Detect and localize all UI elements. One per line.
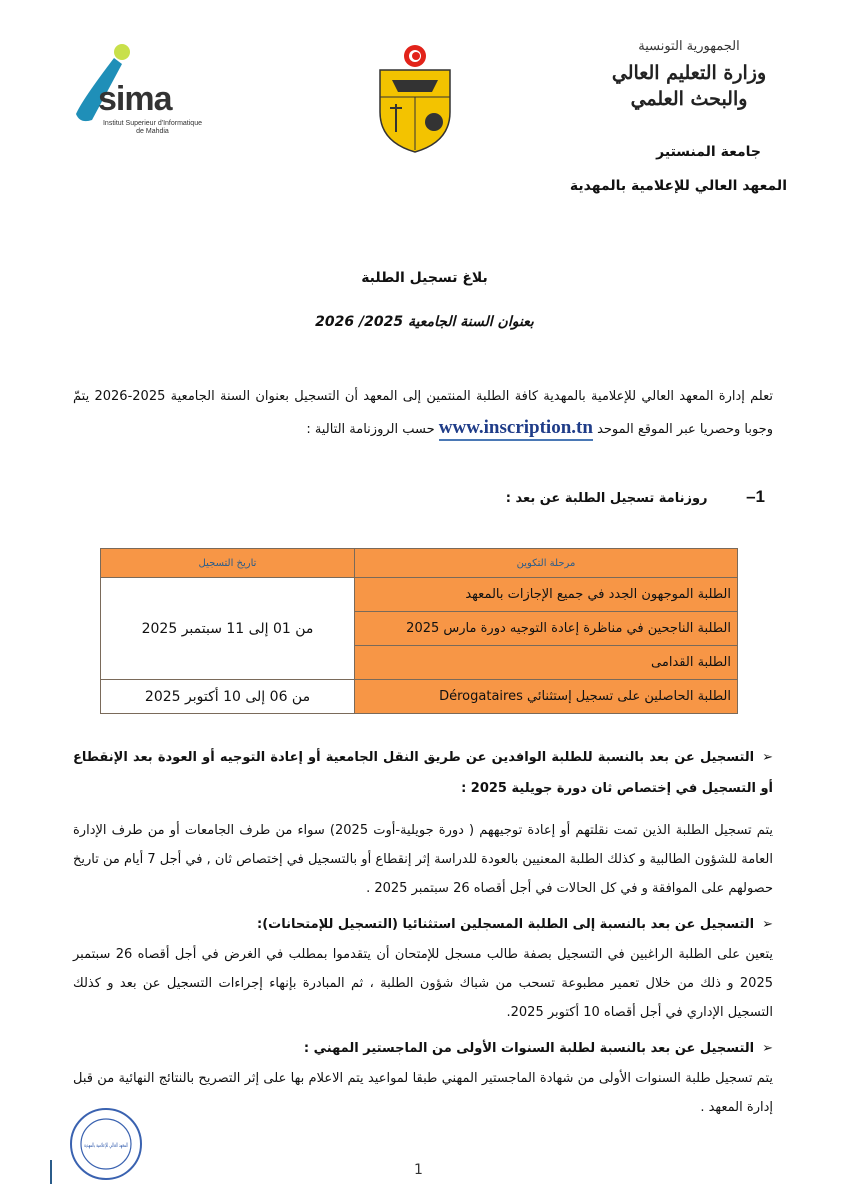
date-cell: من 01 إلى 11 سبتمبر 2025 <box>101 578 355 680</box>
institute-name: المعهد العالي للإعلامية بالمهدية <box>569 178 787 194</box>
section-heading: ➢التسجيل عن بعد بالنسبة للطلبة الوافدين عن طريق النقل الجامعية أو إعادة التوجيه أو العودة بعد الإنقطاع أو التسجيل في إختصاص ثان دورة جويلية 2025 : <box>73 750 773 796</box>
phase-cell: الطلبة الموجهون الجدد في جميع الإجازات بالمعهد <box>355 578 738 612</box>
university-name: جامعة المنستير <box>656 144 761 160</box>
ministry-line1: وزارة التعليم العالي <box>611 62 767 84</box>
table-row <box>101 680 738 714</box>
tunisia-coat-of-arms-icon <box>372 42 458 154</box>
section-body: يتعين على الطلبة الراغبين في التسجيل بصفة طالب مسجل للإمتحان أن يتقدموا بمطلب في الغرض في أجل أقصاه 26 سبتمبر 2025 و ذلك من خلال تعمير مطبوعة تسحب من شباك شؤون الطلبة ، ثم المبادرة بإنهاء إجراءات التسجيل عن بعد و كذلك التسجيل الإداري في أجل أقصاه 10 أكتوبر 2025. <box>73 947 773 1020</box>
inscription-link[interactable]: www.inscription.tn <box>439 417 593 441</box>
date-cell: من 06 إلى 10 أكتوبر 2025 <box>101 680 355 714</box>
logo-subtitle: Institut Superieur d'Informatique de Mahdia <box>102 120 202 135</box>
phase-cell: الطلبة الحاصلين على تسجيل إستثنائي Dérogataires <box>355 680 738 714</box>
phase-cell: الطلبة القدامى <box>355 646 738 680</box>
arrow-bullet-icon: ➢ <box>762 750 773 765</box>
ministry-header <box>589 38 789 111</box>
republic-label: الجمهورية التونسية <box>638 39 740 54</box>
section-body: يتم تسجيل الطلبة الذين تمت نقلتهم أو إعادة توجيههم ( دورة جويلية-أوت 2025) سواء من طرف الجامعات أو من طرف الإدارة العامة للشؤون الطالبية و كذلك الطلبة المعنيين بالعودة للدراسة إثر إنقطاع أو بالتسجيل في إختصاص ثان , في أجل 7 أيام من تاريخ حصولهم على الموافقة و في كل الحالات في أجل أقصاه 26 سبتمبر 2025 . <box>73 823 773 896</box>
intro-paragraph <box>73 381 773 445</box>
arrow-bullet-icon: ➢ <box>762 1041 773 1056</box>
section-number: 1– <box>746 487 765 506</box>
section-heading: ➢التسجيل عن بعد بالنسبة إلى الطلبة المسجلين استثنائيا (التسجيل للإمتحانات): <box>257 917 773 932</box>
phase-cell: الطلبة الناجحين في مناظرة إعادة التوجيه دورة مارس 2025 <box>355 612 738 646</box>
table-row <box>101 578 738 612</box>
section-heading: ➢التسجيل عن بعد بالنسبة لطلبة السنوات الأولى من الماجستير المهني : <box>303 1041 773 1056</box>
institute-stamp-icon <box>68 1106 144 1182</box>
intro-text-after: حسب الروزنامة التالية : <box>306 422 435 437</box>
page-title: بلاغ تسجيل الطلبة <box>361 270 488 286</box>
registration-schedule-table <box>100 548 738 714</box>
section-title: روزنامة تسجيل الطلبة عن بعد : <box>505 491 708 506</box>
page-margin-bar <box>50 1160 52 1184</box>
section-body: يتم تسجيل طلبة السنوات الأولى من شهادة الماجستير المهني طبقا لمواعيد يتم الاعلام بها على إثر التصريح بالنتائج النهائية من قبل إدارة المعهد . <box>73 1071 773 1115</box>
ministry-line2: والبحث العلمي <box>630 88 748 110</box>
isima-logo <box>70 42 205 138</box>
page-subtitle: بعنوان السنة الجامعية 2025/ 2026 <box>315 314 534 330</box>
logo-name: sima <box>98 80 172 118</box>
intro-text: تعلم إدارة المعهد العالي للإعلامية بالمهدية كافة الطلبة المنتمين إلى المعهد أن التسجيل بعنوان السنة الجامعية 2025-2026 يتمّ وجوبا وحصريا عبر الموقع الموحد <box>73 389 773 437</box>
stamp-text: المعهد العالي للإعلامية بالمهدية <box>84 1142 129 1149</box>
table-header-row <box>101 549 738 578</box>
section-1-heading <box>73 484 765 512</box>
page-number: 1 <box>414 1162 423 1178</box>
arrow-bullet-icon: ➢ <box>762 917 773 932</box>
header-date: تاريخ التسجيل <box>101 549 355 578</box>
document-body <box>73 484 773 1122</box>
header-phase: مرحلة التكوين <box>355 549 738 578</box>
